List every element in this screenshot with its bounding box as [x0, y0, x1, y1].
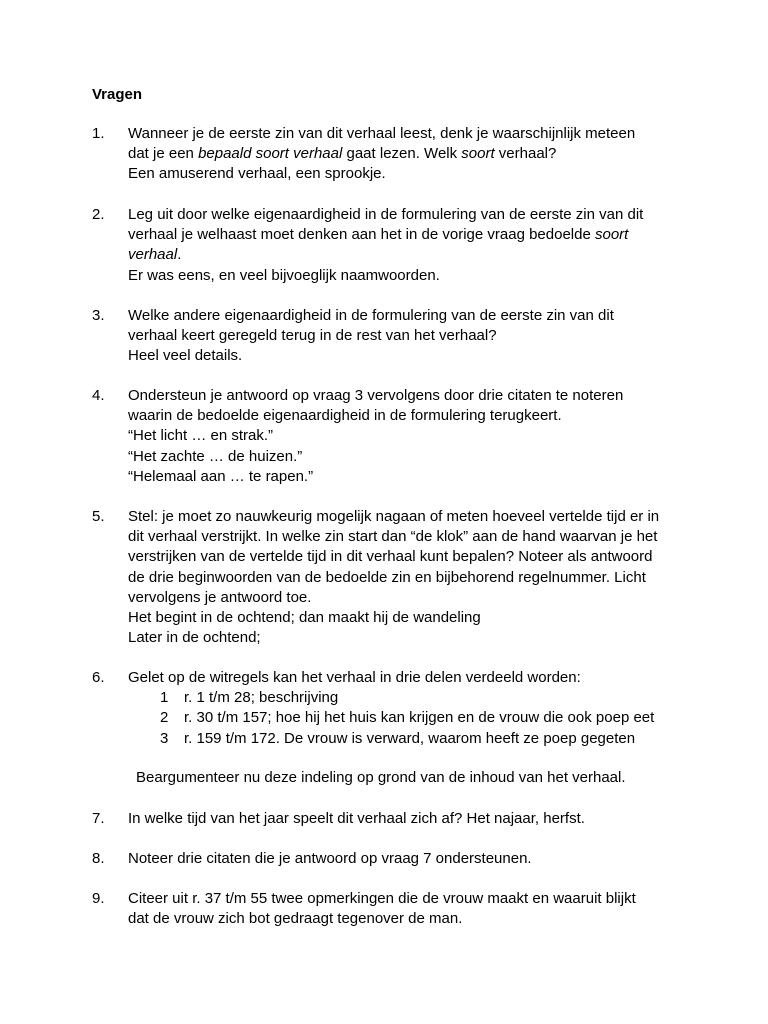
question-number: 3. [92, 307, 105, 324]
sublist-text: r. 159 t/m 172. De vrouw is verward, waarom heeft ze poep gegeten [184, 729, 636, 747]
answer-line: Een amuserend verhaal, een sprookje. [128, 165, 386, 183]
question-line: Noteer drie citaten die je antwoord op vraag 7 ondersteunen. [128, 850, 532, 867]
question-line: Leg uit door welke eigenaardigheid in de formulering van de eerste zin van dit [128, 206, 644, 223]
question-line: dat je een bepaald soort verhaal gaat lezen. Welk soort verhaal? [128, 145, 557, 163]
answer-line: Het begint in de ochtend; dan maakt hij de wandeling [128, 608, 481, 626]
question-line: de drie beginwoorden van de bedoelde zin en bijbehorend regelnummer. Licht [128, 568, 646, 586]
question-body [128, 849, 688, 869]
question-body [128, 668, 688, 749]
question-number: 5. [92, 508, 105, 525]
question-body [128, 889, 688, 929]
question-line: dit verhaal verstrijkt. In welke zin start dan “de klok” aan de hand waarvan je het [128, 528, 658, 546]
question-line: dat de vrouw zich bot gedraagt tegenover de man. [128, 910, 463, 928]
question-line: verhaal. [128, 246, 182, 264]
question-6-instruction: Beargumenteer nu deze indeling op grond van de inhoud van het verhaal. [136, 769, 626, 786]
question-line: Stel: je moet zo nauwkeurig mogelijk nagaan of meten hoeveel vertelde tijd er in [128, 508, 660, 525]
answer-line: Later in de ochtend; [128, 629, 261, 647]
question-line: Ondersteun je antwoord op vraag 3 vervolgens door drie citaten te noteren [128, 387, 624, 404]
question-line: vervolgens je antwoord toe. [128, 588, 312, 606]
question-number: 6. [92, 669, 105, 686]
emphasis: verhaal [128, 246, 178, 264]
question-number: 9. [92, 890, 105, 907]
answer-line: Heel veel details. [128, 347, 243, 365]
sublist-item [128, 708, 688, 728]
page-heading: Vragen [92, 86, 143, 103]
question-body [128, 809, 688, 829]
answer-quote: “Helemaal aan … te rapen.” [128, 467, 314, 485]
answer-quote: “Het licht … en strak.” [128, 427, 274, 445]
question-line: Citeer uit r. 37 t/m 55 twee opmerkingen die de vrouw maakt en waaruit blijkt [128, 890, 636, 907]
question-line: In welke tijd van het jaar speelt dit verhaal zich af? Het najaar, herfst. [128, 810, 585, 827]
sublist-number: 1 [160, 689, 169, 707]
question-number: 4. [92, 387, 105, 404]
sublist-text: r. 1 t/m 28; beschrijving [184, 689, 339, 707]
question-body [128, 306, 688, 367]
emphasis: soort [461, 145, 495, 163]
sublist-text: r. 30 t/m 157; hoe hij het huis kan krijgen en de vrouw die ook poep eet [184, 709, 655, 727]
question-number: 1. [92, 125, 105, 142]
emphasis: soort [595, 226, 629, 244]
question-number: 7. [92, 810, 105, 827]
question-body [128, 205, 688, 286]
sublist-number: 3 [160, 729, 169, 747]
sublist-number: 2 [160, 709, 169, 727]
answer-line: Er was eens, en veel bijvoeglijk naamwoorden. [128, 266, 440, 284]
question-line: waarin de bedoelde eigenaardigheid in de formulering terugkeert. [128, 407, 562, 425]
question-body [128, 507, 688, 648]
answer-quote: “Het zachte … de huizen.” [128, 447, 303, 465]
question-body [128, 386, 688, 487]
sublist-item [128, 688, 688, 708]
question-line: Wanneer je de eerste zin van dit verhaal leest, denk je waarschijnlijk meteen [128, 125, 636, 142]
question-line: verhaal je welhaast moet denken aan het in de vorige vraag bedoelde soort [128, 226, 629, 244]
question-number: 8. [92, 850, 105, 867]
question-line: Welke andere eigenaardigheid in de formulering van de eerste zin van dit [128, 307, 614, 324]
emphasis: bepaald soort verhaal [198, 145, 343, 163]
question-body [128, 124, 688, 185]
sublist-item [128, 729, 688, 749]
question-number: 2. [92, 206, 105, 223]
question-line: Gelet op de witregels kan het verhaal in drie delen verdeeld worden: [128, 669, 581, 686]
question-line: verstrijken van de vertelde tijd in dit verhaal kunt bepalen? Noteer als antwoord [128, 548, 653, 566]
question-line: verhaal keert geregeld terug in de rest van het verhaal? [128, 327, 497, 345]
